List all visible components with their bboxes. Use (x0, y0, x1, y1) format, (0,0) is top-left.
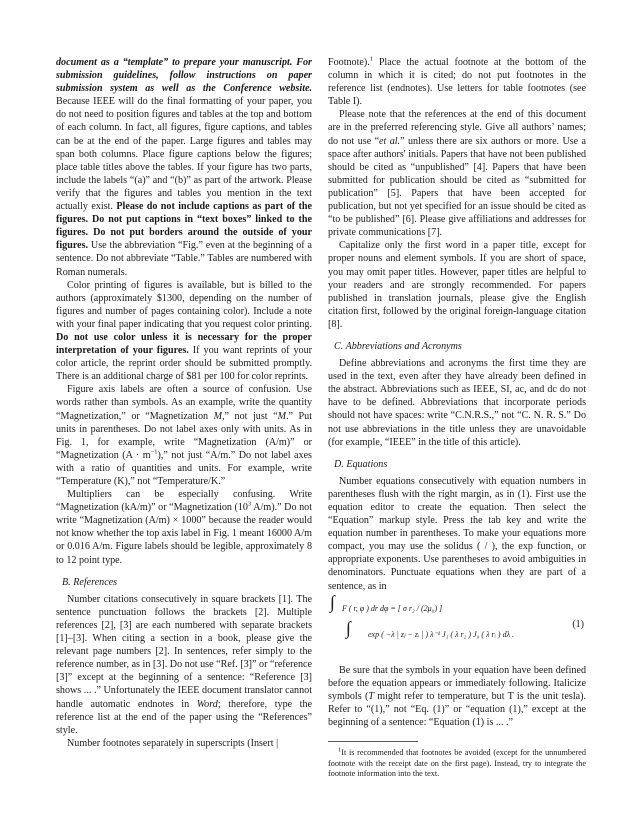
integral-sign-1: ∫ (330, 591, 335, 612)
axis-text-2: ,” not just “ (222, 410, 278, 422)
footnote-text: It is recommended that footnotes be avoided (except for the unnumbered footnote with the receipt date on the first page). Instead, try to integrate the footnote information into the text. (328, 748, 586, 779)
captions-warning: Please do not include captions as part of the figures. Do not put captions in “text boxes” linked to the figures. Do not put borders around the outside of your figures. (56, 201, 312, 252)
refs-text: Please note that the references at the end of this document are in the preferred referencing style. Give all authors’ names; do not use “ (328, 109, 586, 147)
section-heading-equations: D. Equations (334, 458, 388, 470)
equation-line-2: exp ( −λ | zⱼ − zᵢ | ) λ⁻¹ J₁ ( λ r₂ ) J₀ ( λ rᵢ ) dλ . (368, 629, 515, 639)
footnote-marker: 1 (369, 55, 374, 63)
fn-text: Number footnotes separately in superscripts (Insert | (67, 737, 279, 749)
color-text-end: If you want reprints of your color article, the reprint order should be submitted promptly. There is an additional charge of $81 per 100 for color reprints. (56, 345, 312, 383)
ref-word: Word (196, 698, 218, 710)
axis-symbol-m: M (213, 410, 222, 422)
references-style-paragraph (328, 108, 586, 239)
axis-text: Figure axis labels are often a source of confusion. Use words rather than symbols. As an example, write the quantity “Magnetization,” or “Magnetization (56, 384, 312, 422)
equations-paragraph: Number equations consecutively with equation numbers in parentheses flush with the right margin, as in (1). First use the equation editor to create the equation. Then select the “Equation” markup style. Press the tab key and write the equation number in parentheses. To make your equations more compact, you may use the solidus ( / ), the exp function, or appropriate exponents. Use parentheses to avoid ambiguities in denominators. Punctuate equations when they are part of a sentence, as in (328, 475, 586, 592)
intro-end-text: Use the abbreviation “Fig.” even at the beginning of a sentence. Do not abbreviate “Table.” Tables are numbered with Roman numerals. (56, 240, 312, 278)
equation-block (328, 591, 586, 650)
mult-text: Multipliers can be especially confusing. Write “Magnetization (kA/m)” or “Magnetization (10 (56, 489, 312, 514)
axis-superscript: −1 (150, 448, 158, 456)
axis-text-3: .” Put units in parentheses. Do not label axes only with units. As in Fig. 1, for example, write “Magnetization (A/m)” or “Magnetization (A · m (56, 410, 313, 461)
refs-etal: et al. (379, 135, 401, 147)
sym-t: T (368, 690, 374, 702)
footnotes-paragraph (56, 737, 312, 750)
intro-text: Because IEEE will do the final formatting of your paper, you do not need to position figures and tables at the top and bottom of each column. In fact, all figures, figure captions, and tables can be at the end of the paper. Large figures and tables may span both columns. Place figure captions below the figures; place table titles above the tables. If your figure has two parts, include the labels “(a)” and “(b)” as part of the artwork. Please verify that the figures and tables you mention in the text actually exist. (56, 96, 312, 213)
cont-text-end: Place the actual footnote at the bottom of the column in which it is cited; do not put footnotes in the reference list (endnotes). Use letters for table footnotes (see Table I). (328, 57, 586, 108)
axis-symbol-m-2: M (277, 410, 286, 422)
ref-text-end: ; therefore, type the reference list at the end of the paper using the “References” style. (56, 698, 313, 736)
capitalize-paragraph: Capitalize only the first word in a paper title, except for proper nouns and element symbols. If you are short of space, you may omit paper titles. However, paper titles are helpful to your readers and are strongly recommended. For papers published in translation journals, please give the English citation first, followed by the original foreign-language citation [8]. (328, 240, 586, 330)
axis-text-4: ),” not just “A/m.” Do not label axes with a ratio of quantities and units. For example, write “Temperature (K),” not “Temperature/K.” (56, 449, 312, 487)
sym-text: Be sure that the symbols in your equation have been defined before the equation appears or immediately following. Italicize symbols ( (328, 664, 586, 702)
left-column (56, 56, 312, 750)
mult-superscript: 3 (247, 500, 252, 508)
multipliers-paragraph (56, 488, 312, 567)
ref-text: Number citations consecutively in square brackets [1]. The sentence punctuation follows the brackets [2]. Multiple references [2], [3] are each numbered with separate brackets [1]–[3]. When citing a section in a book, please give the relevant page numbers [2]. In sentences, refer simply to the reference number, as in [3]. Do not use “Ref. [3]” or “reference [3]” except at the beginning of a sentence: “Reference [3] shows ... .” Unfortunately the IEEE document translator cannot handle automatic endnotes in (56, 593, 312, 710)
footnote-continuation (328, 56, 586, 108)
axis-labels-paragraph (56, 383, 312, 488)
refs-text-end: ” unless there are six authors or more. Use a space after authors' initials. Papers that have not been published should be cited as “unpublished” [4]. Papers that have been submitted for publication should be cited as “submitted for publication” [5]. Papers that have been accepted for publication, but not yet specified for an issue should be cited as “to be published” [6]. Please give affiliations and addresses for private communications [7]. (328, 135, 587, 239)
section-heading-references: B. References (62, 576, 118, 588)
footnote (328, 748, 586, 780)
symbols-paragraph (328, 664, 586, 729)
cont-text: Footnote). (328, 57, 370, 68)
right-column (328, 56, 586, 780)
color-text: Color printing of figures is available, but is billed to the authors (approximately $1300, depending on the number of figures and number of pages containing color). Include a note with your final paper indicating that you request color printing. (56, 279, 312, 330)
section-heading-abbreviations: C. Abbreviations and Acronyms (334, 340, 462, 352)
footnote-divider (328, 741, 418, 742)
color-paragraph (56, 279, 312, 384)
sym-text-end: might refer to temperature, but T is the unit tesla). Refer to “(1),” not “Eq. (1)” or “equation (1),” except at the beginning of a sentence: “Equation (1) is ... .” (328, 690, 586, 729)
color-warning: Do not use color unless it is necessary for the proper interpretation of your figures. (56, 331, 312, 357)
equation-line-1: F ( r, φ ) dr dφ = [ σ r₂ / (2μ₀) ] (342, 603, 443, 613)
integral-sign-2: ∫ (346, 617, 351, 638)
equation-number: (1) (572, 618, 584, 630)
mult-text-end: A/m).” Do not write “Magnetization (A/m) × 1000” because the reader would not know whether the top axis label in Fig. 1 meant 16000 A/m or 0.016 A/m. Figure labels should be legible, approximately 8 to 12 point type. (56, 502, 312, 566)
intro-paragraph (56, 56, 312, 279)
footnote-number: 1 (338, 746, 342, 754)
abbreviations-paragraph: Define abbreviations and acronyms the first time they are used in the text, even after they have already been defined in the abstract. Abbreviations such as IEEE, SI, ac, and dc do not have to be defined. Abbreviations that incorporate periods should not have spaces: write “C.N.R.S.,” not “C. N. R. S.” Do not use abbreviations in the title unless they are unavoidable (for example, “IEEE” in the title of this article). (328, 358, 586, 448)
references-paragraph (56, 593, 312, 737)
intro-emphasis: document as a “template” to prepare your manuscript. For submission guidelines, follow instructions on paper submission system as well as the Conference website. (56, 57, 312, 95)
